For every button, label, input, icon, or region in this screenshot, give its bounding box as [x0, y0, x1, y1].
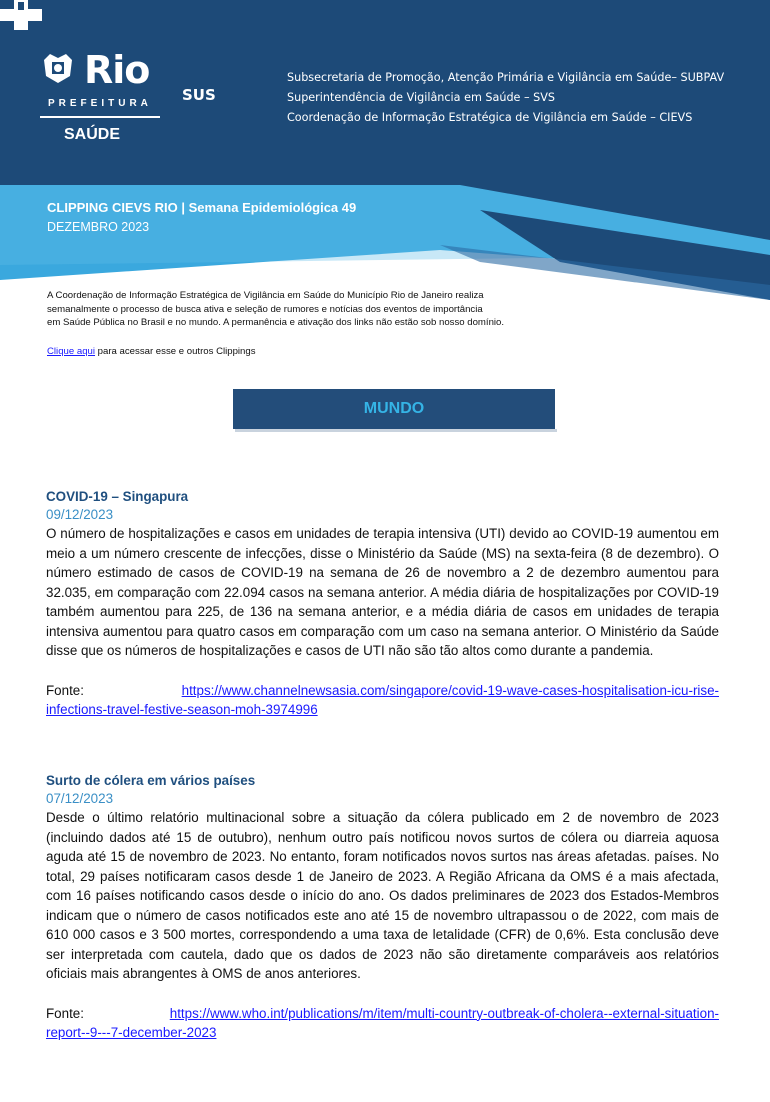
source-link[interactable]: https://www.channelnewsasia.com/singapore/covid-19-wave-cases-hospitalisation-icu-rise-infections-travel-festive-season-moh-3974996: [46, 682, 719, 717]
intro-line: A Coordenação de Informação Estratégica de Vigilância em Saúde do Município Rio de Janeiro realiza: [47, 290, 484, 301]
article-title: Surto de cólera em vários países: [46, 773, 256, 788]
article-date: 09/12/2023: [46, 507, 114, 522]
intro-line: semanalmente o processo de busca ativa e seleção de rumores e notícias dos eventos de importância: [47, 303, 483, 315]
section-banner-mundo: MUNDO: [233, 389, 555, 429]
logo-divider: [40, 116, 160, 118]
clippings-link-line: [47, 346, 256, 357]
clipping-title: CLIPPING CIEVS RIO | Semana Epidemiológica 49: [47, 200, 357, 215]
logo-saude-text: SAÚDE: [64, 126, 121, 143]
header-institutions: [287, 68, 724, 128]
clique-aqui-link[interactable]: Clique aqui: [47, 346, 96, 357]
article-title: COVID-19 – Singapura: [46, 489, 189, 504]
clipping-date: DEZEMBRO 2023: [47, 220, 150, 234]
header-line-subpav: Subsecretaria de Promoção, Atenção Primária e Vigilância em Saúde– SUBPAV: [287, 71, 725, 84]
clique-aqui-suffix: para acessar esse e outros Clippings: [95, 346, 256, 357]
intro-line: em Saúde Pública no Brasil e no mundo. A permanência e ativação dos links não estão sob nosso domínio.: [47, 317, 505, 329]
article-body: O número de hospitalizações e casos em unidades de terapia intensiva (UTI) devido ao COVID-19 aumentou em meio a um número crescente de infecções, disse o Ministério da Saúde (MS) na sexta-feira (8 de dezembro). O número estimado de casos de COVID-19 na semana de 26 de novembro a 2 de dezembro aumentou para 32.035, em comparação com 22.094 casos na semana anterior. A média diária de hospitalizações por COVID-19 também aumentou para 225, de 136 na semana anterior, e a média diária de casos em unidades de terapia intensiva aumentou para quatro casos em comparação com um caso na semana anterior. O Ministério da Saúde disse que os números de hospitalizações e casos de UTI não são tão altos como durante a pandemia.: [46, 526, 719, 658]
sus-logo-text: SUS: [182, 86, 216, 104]
source-label: Fonte:: [46, 682, 84, 698]
sus-cross-icon: [0, 0, 42, 30]
article-source: [46, 681, 719, 720]
source-link[interactable]: https://www.who.int/publications/m/item/multi-country-outbreak-of-cholera--external-situation-report--9---7-december-2023: [46, 1005, 719, 1040]
article-covid-singapura: [46, 488, 719, 720]
article-colera: [46, 772, 719, 1043]
intro-paragraph: [47, 289, 567, 330]
header-background: [0, 0, 770, 300]
source-label: Fonte:: [46, 1005, 84, 1021]
logo-prefeitura-text: PREFEITURA: [48, 98, 152, 109]
header-line-svs: Superintendência de Vigilância em Saúde – SVS: [287, 91, 556, 104]
prefeitura-rio-logo: [40, 50, 170, 150]
logo-rio-text: Rio: [84, 48, 150, 92]
rio-crest-icon: [40, 50, 76, 84]
header-line-cievs: Coordenação de Informação Estratégica de Vigilância em Saúde – CIEVS: [287, 111, 693, 124]
section-banner-shadow: [235, 429, 557, 432]
header-banner: [0, 0, 770, 300]
article-source: [46, 1004, 719, 1043]
article-date: 07/12/2023: [46, 791, 114, 806]
article-body: Desde o último relatório multinacional sobre a situação da cólera publicado em 2 de novembro de 2023 (incluindo dados até 15 de outubro), nenhum outro país notificou novos surtos de cólera ou diarreia aquosa aguda até 15 de novembro de 2023. No entanto, foram notificados novos surtos nas áreas afetadas. países. No total, 29 países notificaram casos desde 1 de Janeiro de 2023. A Região Africana da OMS é a mais afectada, com 16 países notificando casos desde o início do ano. Os dados preliminares de 2023 dos Estados-Membros indicam que o número de casos notificados este ano até 15 de novembro ultrapassou o de 2022, com mais de 610 000 casos e 3 500 mortes, correspondendo a uma taxa de letalidade (CFR) de 0,6%. Esta conclusão deve ser interpretada com cautela, dado que os dados de 2023 não são diretamente comparáveis aos relatórios oficiais mais abrangentes à OMS de anos anteriores.: [46, 810, 719, 981]
